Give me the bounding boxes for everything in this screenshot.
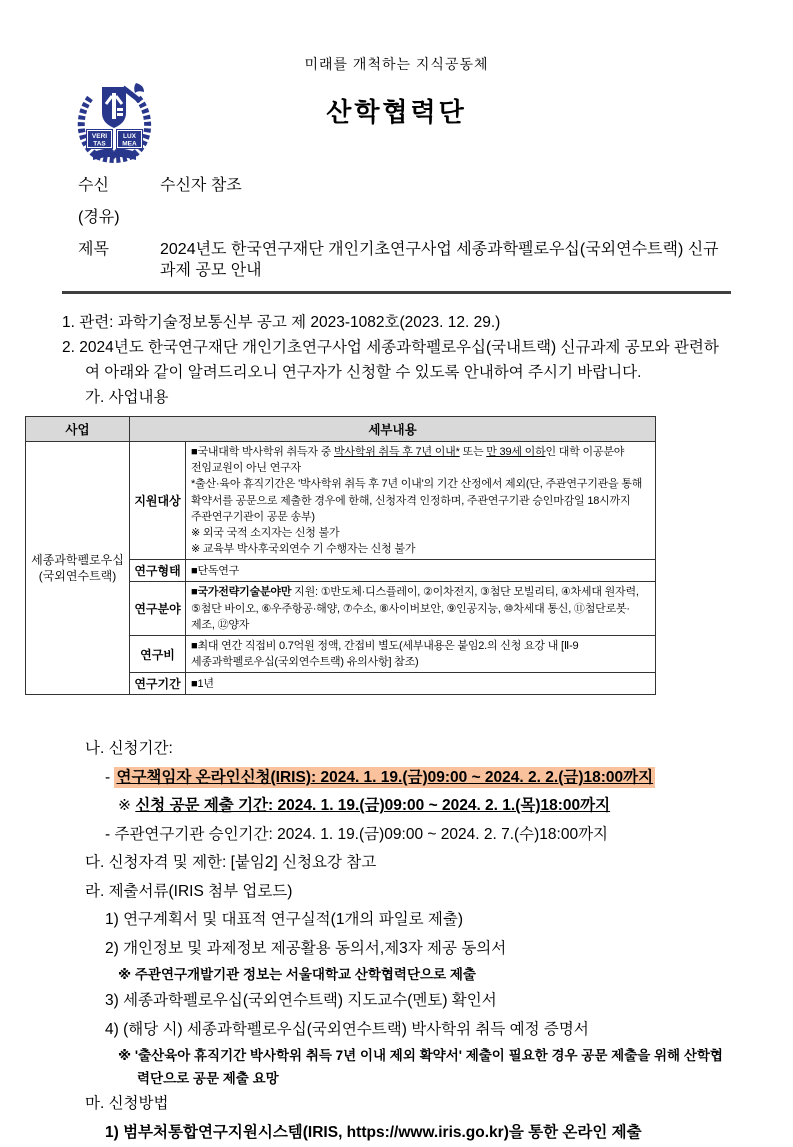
field-bold-text: 국가전략기술분야만 <box>197 586 292 599</box>
target-text: ■국내대학 박사학위 취득자 중 <box>191 446 334 458</box>
recipient-label: 수신 <box>78 177 109 194</box>
target-restriction-1: ※ 외국 국적 소지자는 신청 불가 <box>191 527 340 540</box>
via-row <box>62 207 731 228</box>
online-application-line <box>62 764 731 793</box>
field-bullet: ■ <box>191 586 198 599</box>
target-text: 또는 <box>459 446 487 458</box>
row-label-type: 연구형태 <box>130 560 186 582</box>
subject-row <box>62 239 731 281</box>
target-footnote: *출산·육아 휴직기간은 '박사학위 취득 후 7년 이내'의 기간 산정에서 제외(단, 주관연구기관을 통해 확약서를 공문으로 제출한 경우에 한해, 신청자격 인정하며, 주관연구기관 승인마감일 18시까지 주관연구기관이 공문 송부) <box>191 478 643 523</box>
official-doc-period-line <box>62 792 731 821</box>
header-cell-program: 사업 <box>26 417 130 442</box>
related-notice-line: 1. 관련: 과학기술정보통신부 공고 제 2023-1082호(2023. 12. 29.) <box>62 314 501 331</box>
section-a-title: 가. 사업내용 <box>85 389 169 406</box>
submission-doc-1: 1) 연구계획서 및 대표적 연구실적(1개의 파일로 제출) <box>105 911 464 929</box>
subject-label: 제목 <box>78 241 109 258</box>
program-name-line2: (국외연수트랙) <box>38 569 117 584</box>
row-label-period: 연구기간 <box>130 673 186 695</box>
application-method-1: 1) 범부처통합연구지원시스템(IRIS, https://www.iris.go.kr)을 통한 온라인 제출 <box>105 1123 642 1141</box>
budget-cell: ■최대 연간 직접비 0.7억원 정액, 간접비 별도(세부내용은 붙임2.의 신청 요강 내 [Ⅱ-9 세종과학펠로우십(국외연수트랙) 유의사항] 참조) <box>186 636 656 673</box>
submission-doc-3: 3) 세종과학펠로우십(국외연수트랙) 지도교수(멘토) 확인서 <box>105 992 497 1010</box>
motto-lux: LUX <box>123 133 136 140</box>
letter-meta-block <box>62 175 731 294</box>
official-doc-period-underline: 신청 공문 제출 기간: 2024. 1. 19.(금)09:00 ~ 2024. 2. 1.(목)18:00까지 <box>135 797 611 815</box>
row-label-field: 연구분야 <box>130 582 186 636</box>
table-row-target <box>26 442 656 560</box>
program-name-line1: 세종과학펠로우십 <box>31 553 124 568</box>
row-label-budget: 연구비 <box>130 636 186 673</box>
section-b-title: 나. 신청기간: <box>85 740 173 758</box>
application-section <box>62 735 731 1147</box>
field-text: 지원: ①반도체·디스플레이, ②이차전지, ③첨단 모빌리티, ④차세대 원자력, ⑤첨단 바이오, ⑥우주항공·해양, ⑦수소, ⑧사이버보안, ⑨인공지능, ⑩차세대 통신, ⑪첨단로봇·제조, ⑫양자 <box>191 586 639 631</box>
motto-mea: MEA <box>122 140 137 148</box>
online-application-period-highlight: 연구책임자 온라인신청(IRIS): 2024. 1. 19.(금)09:00 ~ 2024. 2. 2.(금)18:00까지 <box>116 768 654 786</box>
motto-tas: TAS <box>93 140 106 148</box>
snu-emblem-icon <box>76 80 154 170</box>
dash-marker: - <box>105 768 111 786</box>
submission-doc-4: 4) (해당 시) 세종과학펠로우십(국외연수트랙) 박사학위 취득 예정 증명서 <box>105 1020 589 1038</box>
period-cell: ■1년 <box>186 673 656 695</box>
section-e-title: 마. 신청방법 <box>85 1095 169 1113</box>
section-d-title: 라. 제출서류(IRIS 첨부 업로드) <box>85 882 293 900</box>
approval-period-line: - 주관연구기관 승인기간: 2024. 1. 19.(금)09:00 ~ 2024. 2. 7.(수)18:00까지 <box>105 825 609 843</box>
type-cell: ■단독연구 <box>186 560 656 582</box>
target-underline-1: 박사학위 취득 후 7년 이내* <box>333 446 460 458</box>
recipient-value: 수신자 참조 <box>160 177 242 194</box>
subject-value: 2024년도 한국연구재단 개인기초연구사업 세종과학펠로우십(국외연수트랙) 신규과제 공모 안내 <box>160 241 719 279</box>
note-after-doc2: ※ 주관연구개발기관 정보는 서울대학교 산학협력단으로 제출 <box>118 967 476 983</box>
target-cell <box>186 442 656 560</box>
via-label: (경유) <box>78 209 120 226</box>
university-slogan: 미래를 개척하는 지식공동체 <box>304 56 489 72</box>
target-underline-2: 만 39세 이하 <box>486 446 546 458</box>
table-header-row <box>26 417 656 442</box>
target-restriction-2: ※ 교육부 박사후국외연수 기 수행자는 신청 불가 <box>191 543 416 556</box>
target-text: 인 대학 이공분야 전임교원이 아닌 연구자 <box>191 446 625 475</box>
reference-marker: ※ <box>118 797 131 815</box>
org-title: 산학협력단 <box>326 97 467 127</box>
intro-section <box>62 310 731 410</box>
header-cell-detail: 세부내용 <box>130 417 656 442</box>
section-c-title: 다. 신청자격 및 제한: [붙임2] 신청요강 참고 <box>85 854 377 872</box>
announcement-line: 2. 2024년도 한국연구재단 개인기초연구사업 세종과학펠로우십(국내트랙) 신규과제 공모와 관련하여 아래와 같이 알려드리오니 연구자가 신청할 수 있도록 안내하여 주시기 바랍니다. <box>62 339 719 381</box>
program-detail-table <box>25 416 656 695</box>
field-cell <box>186 582 656 636</box>
row-label-target: 지원대상 <box>130 442 186 560</box>
submission-doc-2: 2) 개인정보 및 과제정보 제공활용 동의서,제3자 제공 동의서 <box>105 939 507 957</box>
motto-veri: VERI <box>91 133 108 140</box>
recipient-row <box>62 175 731 196</box>
note-after-doc4: ※ '출산육아 휴직기간 박사학위 취득 7년 이내 제외 확약서' 제출이 필요한 경우 공문 제출을 위해 산학협력단으로 공문 제출 요망 <box>118 1048 723 1087</box>
program-name-cell <box>26 442 130 695</box>
